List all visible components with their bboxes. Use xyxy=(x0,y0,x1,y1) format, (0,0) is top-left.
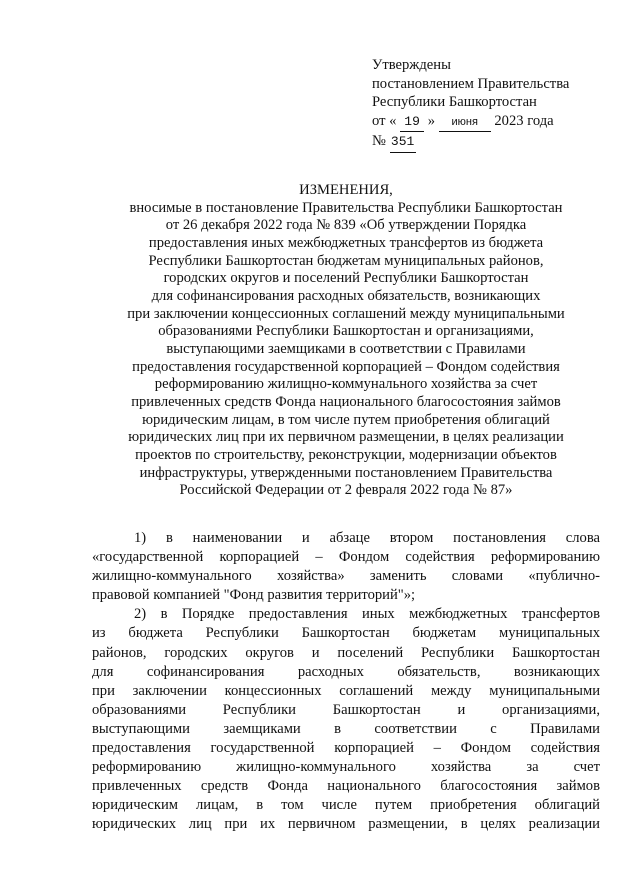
title-line: при заключении концессионных соглашений между муниципальными xyxy=(127,305,565,322)
title-line: реформированию жилищно-коммунального хозяйства за счет xyxy=(154,376,538,393)
title-line: инфраструктуры, утвержденными постановлением Правительства xyxy=(139,464,553,481)
title-line: выступающими заемщиками в соответствии с Правилами xyxy=(166,340,526,357)
title-line: городских округов и поселений Республики Башкортостан xyxy=(163,270,529,287)
title-line: предоставления иных межбюджетных трансфертов из бюджета xyxy=(148,234,544,251)
paragraph-line: 2) в Порядке предоставления иных межбюджетных трансфертов xyxy=(134,606,600,623)
title-line: вносимые в постановление Правительства Республики Башкортостан xyxy=(129,199,563,216)
title-line: юридическим лицам, в том числе путем приобретения облигаций xyxy=(142,411,550,428)
title-line: привлеченных средств Фонда национального благосостояния займов xyxy=(131,393,561,410)
date-day: 19 xyxy=(400,113,424,133)
paragraph-line: образованиями Республики Башкортостан и организациями, xyxy=(92,701,600,718)
title-line: предоставления государственной корпорацией – Фондом содействия xyxy=(132,358,560,375)
title-line: для софинансирования расходных обязательств, возникающих xyxy=(151,287,541,304)
approval-date-line xyxy=(372,112,569,133)
document-title xyxy=(86,182,606,500)
paragraph-line: жилищно-коммунального хозяйства» заменить словами «публично- xyxy=(92,568,600,585)
paragraph-line: выступающими заемщиками в соответствии с Правилами xyxy=(92,720,600,737)
paragraph-line: для софинансирования расходных обязательств, возникающих xyxy=(92,663,600,680)
number-prefix: № xyxy=(372,133,386,149)
paragraph-line: районов, городских округов и поселений Республики Башкортостан xyxy=(92,644,600,661)
paragraph-1 xyxy=(92,529,600,605)
paragraph-line: из бюджета Республики Башкортостан бюджетам муниципальных xyxy=(92,625,600,642)
title-line: юридических лиц при их первичном размещении, в целях реализации xyxy=(128,429,564,446)
date-prefix: от « xyxy=(372,112,397,129)
approval-stamp xyxy=(372,56,569,153)
title-line: Республики Башкортостан бюджетам муниципальных районов, xyxy=(148,252,544,269)
paragraph-2 xyxy=(92,605,600,834)
paragraph-line: «государственной корпорацией – Фондом содействия реформированию xyxy=(92,549,600,566)
approval-number-line xyxy=(372,132,569,153)
approval-line-1: Утверждены xyxy=(372,57,451,73)
paragraph-line: юридических лиц при их первичном размещении, в целях реализации xyxy=(92,816,600,833)
paragraph-line: юридическим лицам, в том числе путем приобретения облигаций xyxy=(92,797,600,814)
date-month: июня xyxy=(439,113,491,133)
document-number: 351 xyxy=(390,133,416,153)
paragraph-line: при заключении концессионных соглашений между муниципальными xyxy=(92,682,600,699)
title-line: Российской Федерации от 2 февраля 2022 года № 87» xyxy=(179,482,513,499)
paragraph-line: реформированию жилищно-коммунального хозяйства за счет xyxy=(92,759,600,776)
date-mid: » xyxy=(427,112,436,129)
date-year: 2023 года xyxy=(494,112,554,129)
title-line: проектов по строительству, реконструкции, модернизации объектов xyxy=(135,446,557,463)
approval-line-2: постановлением Правительства xyxy=(372,75,570,92)
paragraph-line: 1) в наименовании и абзаце втором постановления слова xyxy=(134,530,600,546)
approval-line-3: Республики Башкортостан xyxy=(372,94,537,110)
paragraph-line: предоставления государственной корпорацией – Фондом содействия xyxy=(92,740,600,757)
title-heading: ИЗМЕНЕНИЯ, xyxy=(299,182,393,198)
document-body xyxy=(92,529,600,835)
title-line: от 26 декабря 2022 года № 839 «Об утверждении Порядка xyxy=(165,217,527,234)
paragraph-line: привлеченных средств Фонда национального благосостояния займов xyxy=(92,778,600,795)
paragraph-line: правовой компанией "Фонд развития территорий"»; xyxy=(92,587,416,604)
title-line: образованиями Республики Башкортостан и организациями, xyxy=(158,323,534,340)
